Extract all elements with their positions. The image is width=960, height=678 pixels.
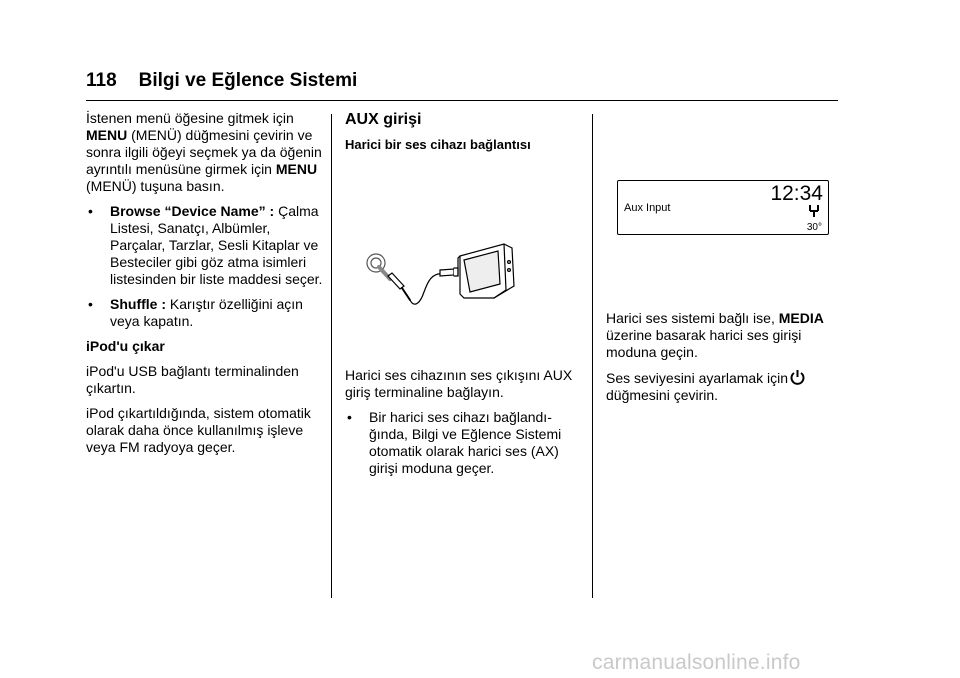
column-divider-right [592,114,593,598]
section-heading-aux: AUX girişi [345,111,422,128]
bullet-shuffle-label: Shuffle : [110,296,166,312]
bullet-dot: • [347,409,352,425]
bullet-dot: • [88,203,93,219]
temperature-text: 30° [806,222,822,233]
aux-device-illustration [360,232,530,322]
ipod-removed-paragraph: iPod çıkartıldığında, sistem otomatik olarak daha önce kullanılmış işleve veya FM radyoya geçer. [86,405,311,455]
column-left [86,110,326,464]
volume-text-1: Ses seviyesini ayarlamak için [606,370,789,386]
intro-text-1: İstenen menü öğesine gitmek için [86,110,294,126]
section-subheading-aux: Harici bir ses cihazı bağlantısı [345,137,531,152]
column-middle [345,110,575,153]
intro-text-3: (MENÜ) tuşuna basın. [86,178,225,194]
bullet-browse [86,203,326,288]
media-paragraph [606,310,841,361]
intro-text-2: (MENÜ) düğmesini çevirin ve sonra ilgili öğeyi seçmek ya da öğenin ayrıntılı menüsüne girmek için [86,127,322,177]
media-text-1: Harici ses sistemi bağlı ise, [606,310,779,326]
bullet-dot: • [88,296,93,312]
usb-plug-icon [807,203,821,219]
column-middle-text [345,367,575,485]
power-knob-icon [789,369,806,386]
bullet-aux-auto [345,409,575,477]
page-number: 118 [86,70,117,91]
page-title: Bilgi ve Eğlence Sistemi [138,70,358,91]
source-label: Aux Input [624,202,671,214]
column-divider-left [331,114,332,598]
intro-paragraph [86,110,326,195]
aux-connect-paragraph: Harici ses cihazının ses çıkışını AUX giriş terminaline bağlayın. [345,367,573,400]
bullet-browse-label: Browse “Device Name” : [110,203,275,219]
media-keyword: MEDIA [778,310,824,326]
ipod-remove-paragraph: iPod'u USB bağlantı terminalinden çıkartın. [86,363,299,396]
clock-text: 12:34 [770,182,823,205]
section-subheading-ipod-remove: iPod'u çıkar [86,338,165,354]
bullet-aux-auto-text: Bir harici ses cihazı bağlandı-ğında, Bilgi ve Eğlence Sistemi otomatik olarak harici ses (AX) girişi moduna geçer. [369,409,562,476]
menu-keyword-1: MENU [86,127,128,143]
column-right [606,310,841,412]
media-text-2: üzerine basarak harici ses girişi moduna geçin. [606,327,802,360]
volume-paragraph [606,369,841,404]
radio-display [617,180,829,235]
bullet-browse-text: Çalma Listesi, Sanatçı, Albümler, Parçalar, Tarzlar, Sesli Kitaplar ve Besteciler gibi göz atma isimleri listesinden bir liste maddesi seçer. [110,203,323,287]
menu-keyword-2: MENU [275,161,318,177]
volume-text-2: düğmesini çevirin. [606,387,719,403]
page-header [86,68,838,101]
watermark: carmanualsonline.info [592,651,801,674]
bullet-shuffle-text: Karıştır özelliğini açın veya kapatın. [110,296,303,329]
bullet-shuffle [86,296,326,330]
